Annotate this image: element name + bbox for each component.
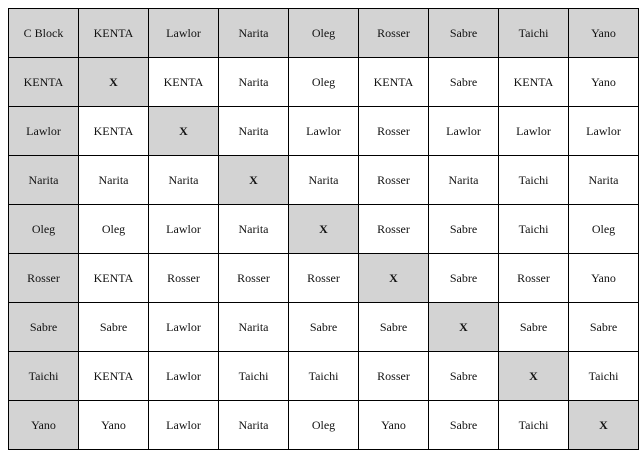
- result-cell: Rosser: [359, 107, 429, 156]
- result-cell: Lawlor: [429, 107, 499, 156]
- row-header: Sabre: [9, 303, 79, 352]
- result-cell: Narita: [569, 156, 639, 205]
- row-header: Taichi: [9, 352, 79, 401]
- column-header: KENTA: [79, 9, 149, 58]
- result-cell: KENTA: [359, 58, 429, 107]
- result-cell: Lawlor: [149, 401, 219, 450]
- result-cell: Taichi: [219, 352, 289, 401]
- result-cell: Oleg: [79, 205, 149, 254]
- self-match-cell: X: [289, 205, 359, 254]
- result-cell: Taichi: [499, 156, 569, 205]
- result-cell: KENTA: [79, 107, 149, 156]
- result-cell: KENTA: [499, 58, 569, 107]
- result-cell: Lawlor: [149, 352, 219, 401]
- result-cell: Sabre: [429, 254, 499, 303]
- self-match-cell: X: [359, 254, 429, 303]
- result-cell: Narita: [219, 58, 289, 107]
- self-match-cell: X: [429, 303, 499, 352]
- result-cell: Sabre: [429, 205, 499, 254]
- result-cell: Narita: [149, 156, 219, 205]
- self-match-cell: X: [149, 107, 219, 156]
- result-cell: Sabre: [429, 401, 499, 450]
- result-cell: Sabre: [429, 58, 499, 107]
- corner-cell: C Block: [9, 9, 79, 58]
- table-row: [9, 156, 639, 205]
- result-cell: Narita: [429, 156, 499, 205]
- column-header: Rosser: [359, 9, 429, 58]
- header-row: [9, 9, 639, 58]
- result-cell: Rosser: [499, 254, 569, 303]
- table-row: [9, 254, 639, 303]
- result-cell: Sabre: [289, 303, 359, 352]
- result-cell: Lawlor: [499, 107, 569, 156]
- result-cell: Sabre: [429, 352, 499, 401]
- self-match-cell: X: [219, 156, 289, 205]
- column-header: Yano: [569, 9, 639, 58]
- row-header: KENTA: [9, 58, 79, 107]
- result-cell: Sabre: [569, 303, 639, 352]
- result-cell: Taichi: [289, 352, 359, 401]
- results-table: [8, 8, 639, 450]
- column-header: Sabre: [429, 9, 499, 58]
- result-cell: Rosser: [359, 205, 429, 254]
- result-cell: Yano: [79, 401, 149, 450]
- self-match-cell: X: [499, 352, 569, 401]
- result-cell: Taichi: [569, 352, 639, 401]
- result-cell: Narita: [219, 205, 289, 254]
- table-row: [9, 205, 639, 254]
- result-cell: Yano: [569, 254, 639, 303]
- result-cell: Lawlor: [149, 205, 219, 254]
- result-cell: Lawlor: [149, 303, 219, 352]
- result-cell: Lawlor: [569, 107, 639, 156]
- result-cell: Oleg: [289, 401, 359, 450]
- result-cell: Lawlor: [289, 107, 359, 156]
- result-cell: Rosser: [219, 254, 289, 303]
- table-row: [9, 401, 639, 450]
- result-cell: Rosser: [289, 254, 359, 303]
- table-row: [9, 303, 639, 352]
- result-cell: Taichi: [499, 401, 569, 450]
- row-header: Lawlor: [9, 107, 79, 156]
- column-header: Narita: [219, 9, 289, 58]
- self-match-cell: X: [79, 58, 149, 107]
- result-cell: Yano: [569, 58, 639, 107]
- column-header: Oleg: [289, 9, 359, 58]
- result-cell: Narita: [79, 156, 149, 205]
- table-row: [9, 58, 639, 107]
- result-cell: Sabre: [79, 303, 149, 352]
- result-cell: Narita: [219, 107, 289, 156]
- row-header: Yano: [9, 401, 79, 450]
- table-row: [9, 352, 639, 401]
- result-cell: Oleg: [289, 58, 359, 107]
- result-cell: Sabre: [499, 303, 569, 352]
- result-cell: Narita: [219, 303, 289, 352]
- row-header: Rosser: [9, 254, 79, 303]
- result-cell: KENTA: [149, 58, 219, 107]
- result-cell: Rosser: [359, 156, 429, 205]
- result-cell: KENTA: [79, 254, 149, 303]
- result-cell: Yano: [359, 401, 429, 450]
- result-cell: Rosser: [149, 254, 219, 303]
- row-header: Narita: [9, 156, 79, 205]
- column-header: Taichi: [499, 9, 569, 58]
- results-table-body: [9, 9, 639, 450]
- result-cell: KENTA: [79, 352, 149, 401]
- result-cell: Narita: [219, 401, 289, 450]
- result-cell: Taichi: [499, 205, 569, 254]
- result-cell: Sabre: [359, 303, 429, 352]
- table-row: [9, 107, 639, 156]
- self-match-cell: X: [569, 401, 639, 450]
- result-cell: Oleg: [569, 205, 639, 254]
- row-header: Oleg: [9, 205, 79, 254]
- column-header: Lawlor: [149, 9, 219, 58]
- result-cell: Narita: [289, 156, 359, 205]
- result-cell: Rosser: [359, 352, 429, 401]
